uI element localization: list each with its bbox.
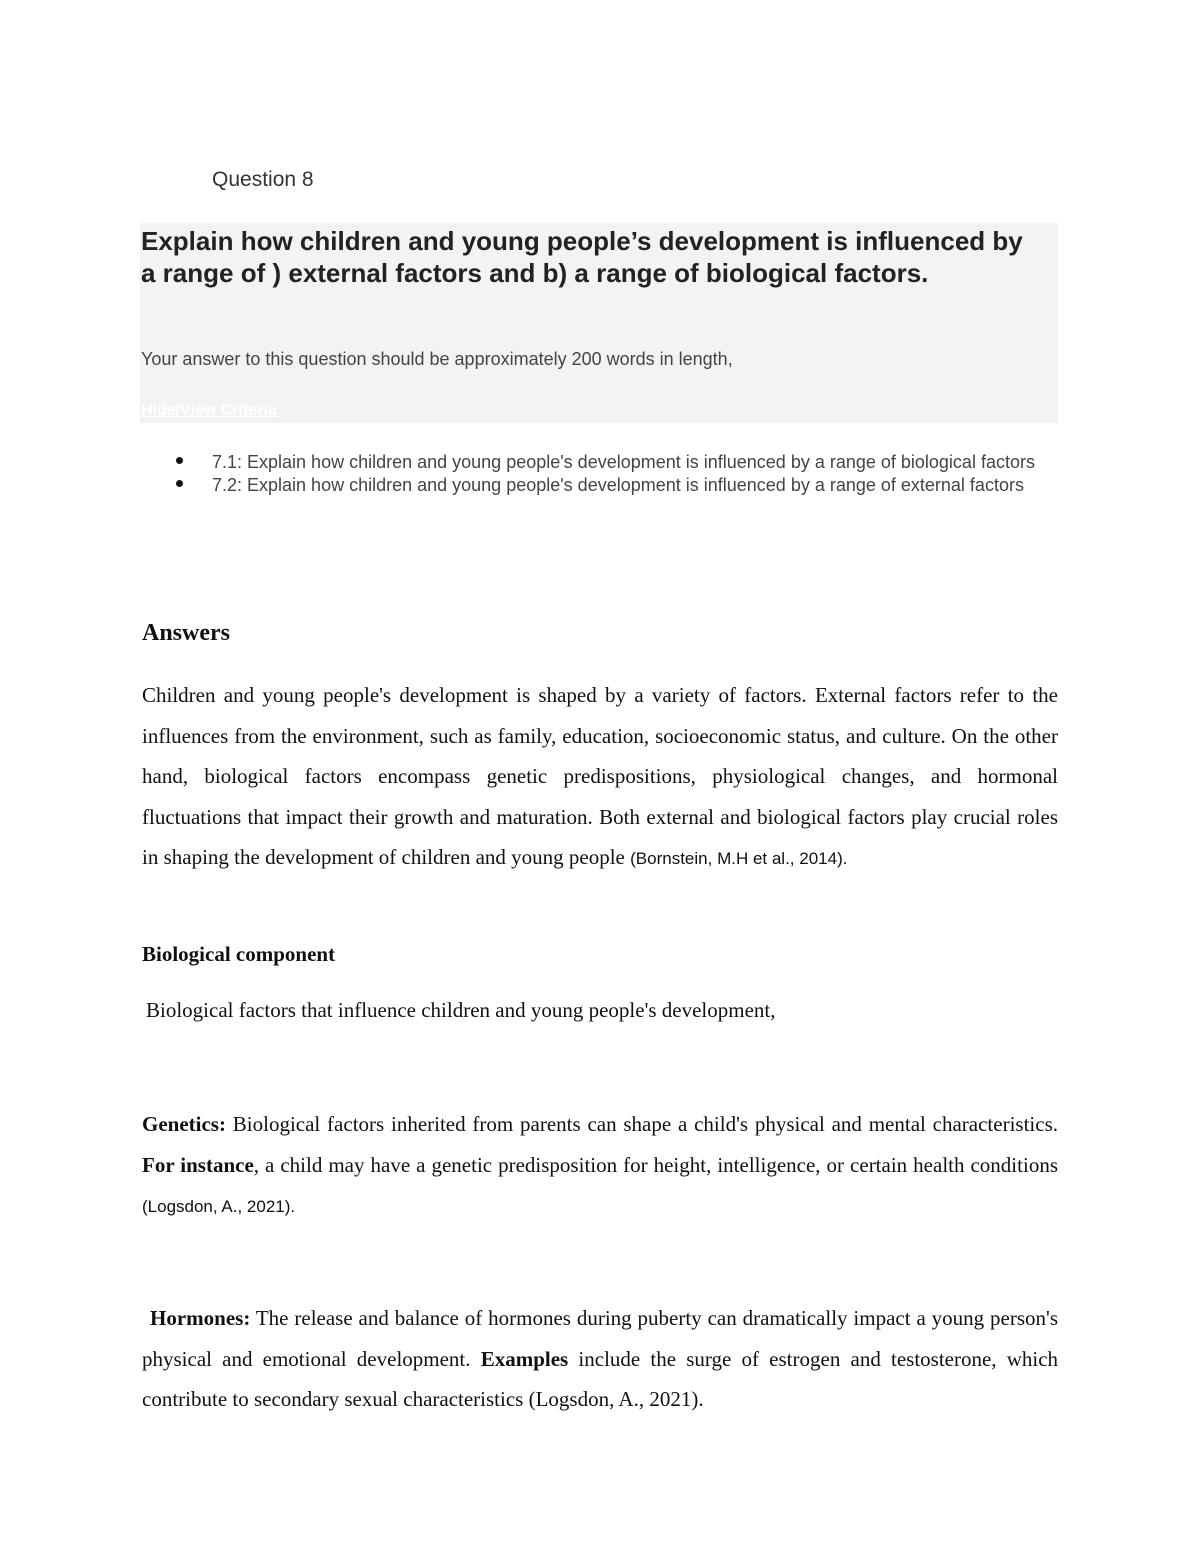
hormones-term: Hormones: xyxy=(150,1306,251,1330)
genetics-emphasis: For instance xyxy=(142,1152,254,1177)
hormones-text: The release and balance of hormones during puberty can dramatically impact a young person's physical and emotional development. xyxy=(142,1306,1058,1371)
criteria-text: 7.1: Explain how children and young people's development is influenced by a range of biological factors xyxy=(212,452,1035,472)
biological-lead: Biological factors that influence children and young people's development, xyxy=(146,998,776,1022)
answers-heading: Answers xyxy=(142,620,230,646)
hormones-text-continued: include the surge of estrogen and testosterone, which contribute to secondary sexual characteristics (Logsdon, A., 2021). xyxy=(142,1346,1059,1411)
genetics-paragraph xyxy=(142,1104,1058,1228)
criteria-item xyxy=(212,474,1057,496)
question-instruction: Your answer to this question should be approximately 200 words in length, xyxy=(141,349,733,369)
hide-view-criteria-link[interactable]: Hide/View Criteria xyxy=(141,402,277,419)
hormones-emphasis: Examples xyxy=(480,1346,569,1371)
hormones-paragraph xyxy=(142,1298,1058,1420)
genetics-text-continued: , a child may have a genetic predisposition for height, intelligence, or certain health conditions xyxy=(253,1152,1058,1177)
question-title: Explain how children and young people’s development is influenced by a range of ) external factors and b) a range of biological factors. xyxy=(141,226,1023,288)
criteria-text: 7.2: Explain how children and young people's development is influenced by a range of external factors xyxy=(212,475,1024,495)
question-number: Question 8 xyxy=(212,168,314,191)
intro-text: Children and young people's development is shaped by a variety of factors. External factors refer to the influences from the environment, such as family, education, socioeconomic status, and culture. On the other hand, biological factors encompass genetic predispositions, physiological changes, and hormonal fluctuations that impact their growth and maturation. Both external and biological factors play crucial roles in shaping the development of children and young people xyxy=(142,683,1058,869)
genetics-text: Biological factors inherited from parents can shape a child's physical and mental characteristics. xyxy=(232,1112,1058,1136)
biological-heading: Biological component xyxy=(142,942,336,966)
intro-paragraph xyxy=(142,675,1058,880)
bullet-icon xyxy=(176,457,183,464)
bullet-icon xyxy=(176,480,183,487)
intro-citation: (Bornstein, M.H et al., 2014). xyxy=(630,849,848,868)
criteria-list xyxy=(212,451,1057,497)
genetics-citation: (Logsdon, A., 2021). xyxy=(142,1197,296,1216)
genetics-term: Genetics: xyxy=(142,1112,226,1136)
criteria-item xyxy=(212,451,1057,473)
